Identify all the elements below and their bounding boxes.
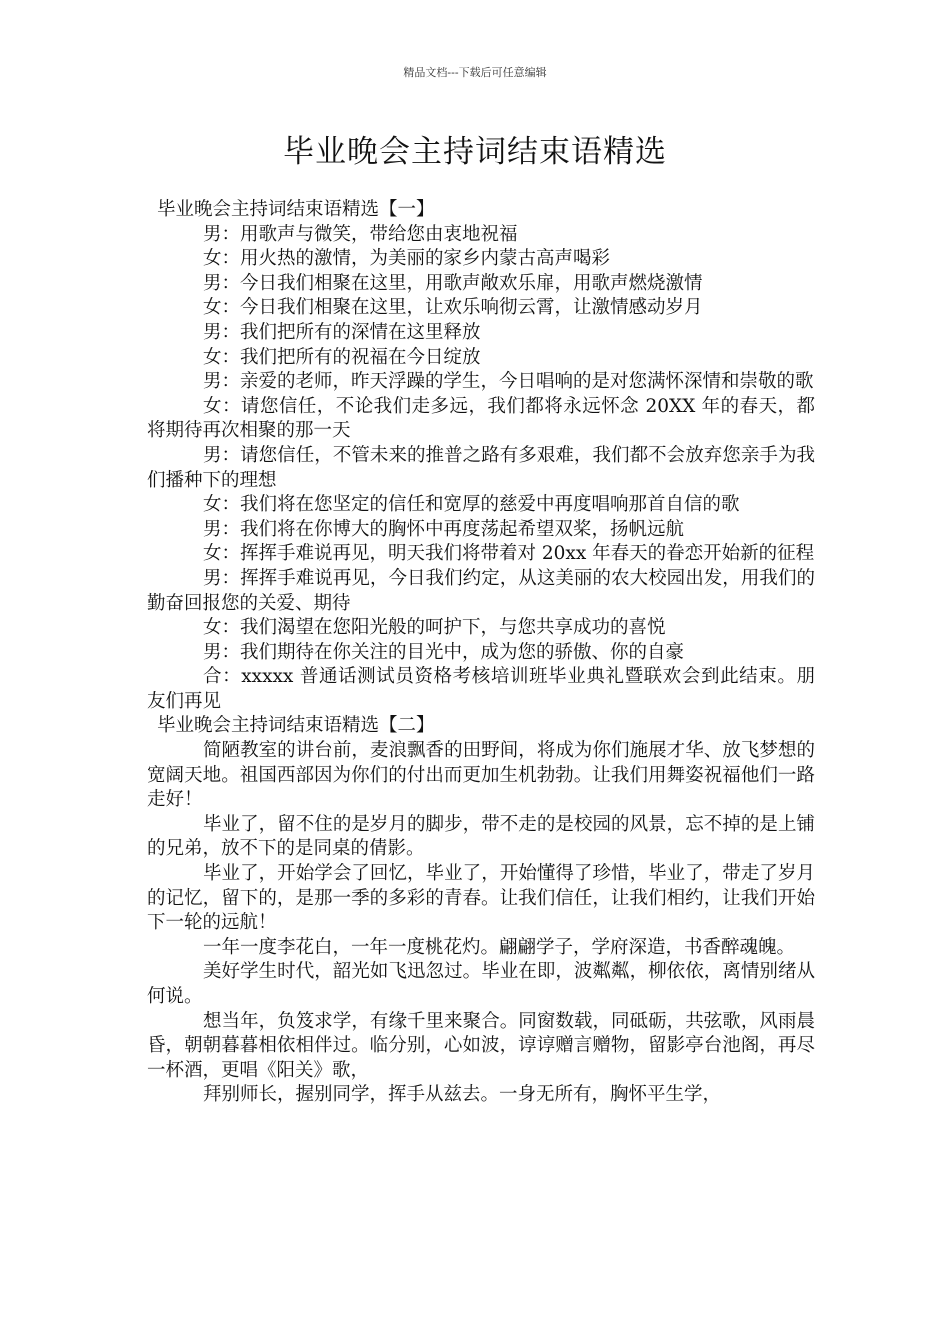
paragraph: 男：我们将在你博大的胸怀中再度荡起希望双桨，扬帆远航 <box>203 518 685 540</box>
paragraph: 毕业了，留不住的是岁月的脚步，带不走的是校园的风景，忘不掉的是上铺的兄弟，放不下的是同桌的倩影。 <box>147 813 815 860</box>
paragraph: 男：挥挥手难说再见，今日我们约定，从这美丽的农大校园出发，用我们的勤奋回报您的关爱、期待 <box>147 567 815 614</box>
paragraph: 男：今日我们相聚在这里，用歌声敞欢乐扉，用歌声燃烧激情 <box>203 272 703 294</box>
document-body <box>147 198 815 1108</box>
paragraph: 男：我们期待在你关注的目光中，成为您的骄傲、你的自豪 <box>203 641 685 663</box>
paragraph: 女：用火热的激情，为美丽的家乡内蒙古高声喝彩 <box>203 248 611 270</box>
paragraph: 女：请您信任，不论我们走多远，我们都将永远怀念 20XX 年的春天，都将期待再次相聚的那一天 <box>147 395 815 442</box>
paragraph: 男：请您信任，不管未来的推普之路有多艰难，我们都不会放弃您亲手为我们播种下的理想 <box>147 444 815 491</box>
paragraph: 简陋教室的讲台前，麦浪飘香的田野间，将成为你们施展才华、放飞梦想的宽阔天地。祖国西部因为你们的付出而更加生机勃勃。让我们用舞姿祝福他们一路走好！ <box>147 740 815 811</box>
paragraph: 女：挥挥手难说再见，明天我们将带着对 20xx 年春天的眷恋开始新的征程 <box>203 543 815 565</box>
page-header: 精品文档---下载后可任意编辑 <box>403 66 547 79</box>
paragraph: 美好学生时代，韶光如飞迅忽过。毕业在即，波粼粼，柳依依，离情别绪从何说。 <box>147 961 815 1007</box>
paragraph: 女：我们渴望在您阳光般的呵护下，与您共享成功的喜悦 <box>203 617 666 639</box>
paragraph: 一年一度李花白，一年一度桃花灼。翩翩学子，学府深造，书香醉魂魄。 <box>203 936 796 958</box>
paragraph: 合：xxxxx 普通话测试员资格考核培训班毕业典礼暨联欢会到此结束。朋友们再见 <box>147 666 815 712</box>
paragraph: 男：我们把所有的深情在这里释放 <box>203 321 481 343</box>
section-heading: 毕业晚会主持词结束语精选【一】 <box>157 199 435 220</box>
paragraph: 男：亲爱的老师，昨天浮躁的学生，今日唱响的是对您满怀深情和崇敬的歌 <box>203 371 814 393</box>
paragraph: 女：我们将在您坚定的信任和宽厚的慈爱中再度唱响那首自信的歌 <box>203 494 740 516</box>
paragraph: 拜别师长，握别同学，挥手从兹去。一身无所有，胸怀平生学， <box>203 1084 722 1106</box>
paragraph: 毕业了，开始学会了回忆，毕业了，开始懂得了珍惜，毕业了，带走了岁月的记忆，留下的，是那一季的多彩的青春。让我们信任，让我们相约，让我们开始下一轮的远航！ <box>147 863 815 934</box>
paragraph: 想当年，负笈求学，有缘千里来聚合。同窗数载，同砥砺，共弦歌，风雨晨昏，朝朝暮暮相依相伴过。临分别，心如波，谆谆赠言赠物，留影亭台池阁，再尽一杯酒，更唱《阳关》歌， <box>147 1010 815 1081</box>
section-heading: 毕业晚会主持词结束语精选【二】 <box>157 715 435 737</box>
paragraph: 女：今日我们相聚在这里，让欢乐响彻云霄，让激情感动岁月 <box>203 297 703 319</box>
document-title: 毕业晚会主持词结束语精选 <box>283 134 667 170</box>
paragraph: 男：用歌声与微笑，带给您由衷地祝福 <box>203 223 518 245</box>
paragraph: 女：我们把所有的祝福在今日绽放 <box>203 346 481 368</box>
